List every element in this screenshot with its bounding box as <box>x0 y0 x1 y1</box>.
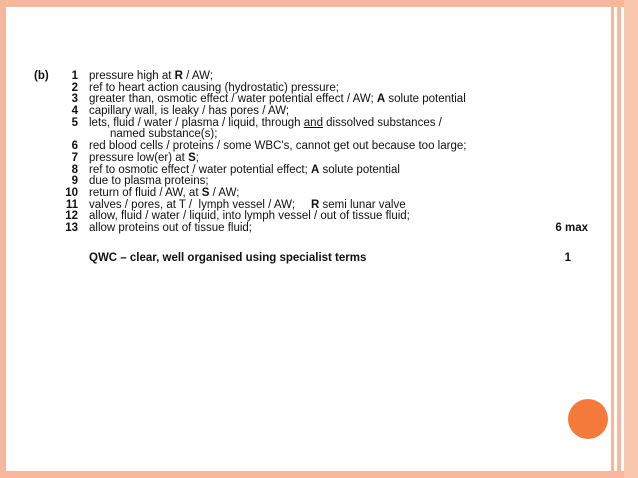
qwc-text: QWC – clear, well organised using specialist terms <box>89 251 367 264</box>
item-text: lets, fluid / water / plasma / liquid, through and dissolved substances / <box>89 116 442 129</box>
item-text: ref to heart action causing (hydrostatic) pressure; <box>89 81 339 94</box>
bottom-border <box>0 471 638 478</box>
item-text: return of fluid / AW, at S / AW; <box>89 186 240 199</box>
mark-scheme <box>30 71 600 267</box>
item-text: red blood cells / proteins / some WBC's, cannot get out because too large; <box>89 140 467 153</box>
item-number: 6 <box>71 140 78 153</box>
item-number: 3 <box>71 93 78 106</box>
item-number: 2 <box>71 81 78 94</box>
item-number: 10 <box>65 186 78 199</box>
item-text: due to plasma proteins; <box>89 175 209 188</box>
qwc-row <box>30 253 600 267</box>
decorative-circle <box>568 399 608 439</box>
item-number: 8 <box>71 163 78 176</box>
item-text: ref to osmotic effect / water potential effect; A solute potential <box>89 163 400 176</box>
right-border-stripe <box>624 0 638 478</box>
item-number: 11 <box>65 198 78 211</box>
item-number: 7 <box>71 151 78 164</box>
item-number: 9 <box>71 175 78 188</box>
max-marks: 6 max <box>555 221 588 234</box>
item-number: 4 <box>71 105 78 118</box>
item-number: 5 <box>71 116 78 129</box>
item-number: 13 <box>65 221 78 234</box>
item-number: 1 <box>71 70 78 82</box>
item-number: 12 <box>65 210 78 223</box>
item-text: greater than, osmotic effect / water potential effect / AW; A solute potential <box>89 93 466 106</box>
left-border <box>0 0 6 478</box>
right-border-stripe <box>617 0 621 478</box>
item-text-continuation: named substance(s); <box>110 128 218 141</box>
item-text: allow proteins out of tissue fluid; <box>89 221 253 234</box>
top-border <box>0 0 638 7</box>
item-text: capillary wall, is leaky / has pores / AW; <box>89 105 290 118</box>
qwc-mark: 1 <box>564 251 571 264</box>
item-text: valves / pores, at T / lymph vessel / AW; R semi lunar valve <box>89 198 406 211</box>
item-text: allow, fluid / water / liquid, into lymph vessel / out of tissue fluid; <box>89 210 410 223</box>
item-text: pressure high at R / AW; <box>89 70 214 82</box>
right-border-stripe <box>611 0 614 478</box>
list-item <box>30 223 600 235</box>
item-text: pressure low(er) at S; <box>89 151 199 164</box>
part-label: (b) <box>34 70 49 82</box>
